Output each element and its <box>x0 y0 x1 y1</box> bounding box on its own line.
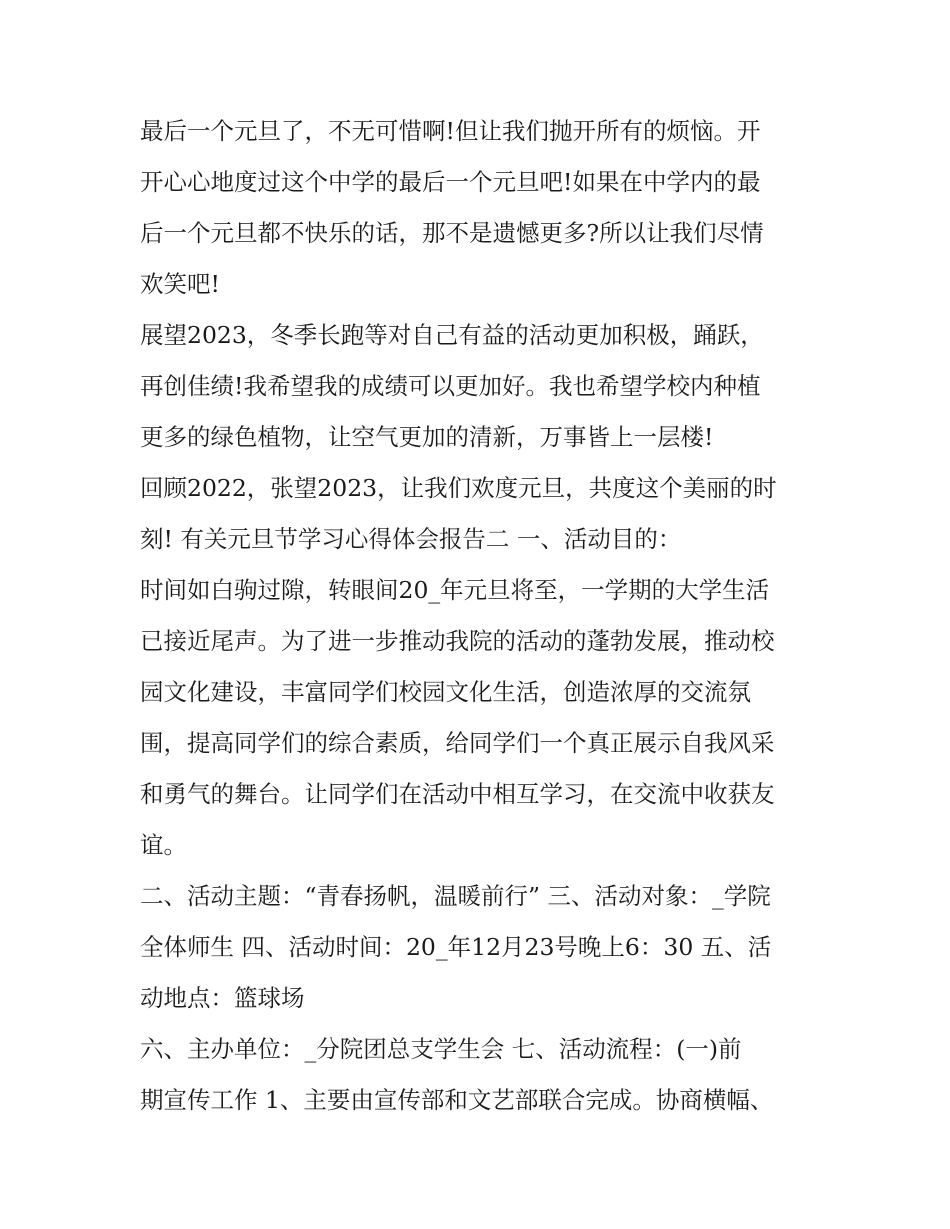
text-line: 全体师生 四、活动时间：20_年12月23号晚上6：30 五、活 <box>140 933 772 961</box>
text-line: 和勇气的舞台。让同学们在活动中相互学习，在交流中收获友 <box>140 780 775 808</box>
text-line: 回顾2022，张望2023，让我们欢度元旦，共度这个美丽的时 <box>140 474 777 502</box>
text-line: 园文化建设，丰富同学们校园文化生活，创造浓厚的交流氛 <box>140 678 751 706</box>
text-line: 开心心地度过这个中学的最后一个元旦吧!如果在中学内的最 <box>140 168 761 196</box>
text-line: 已接近尾声。为了进一步推动我院的活动的蓬勃发展，推动校 <box>140 627 775 655</box>
text-line: 后一个元旦都不快乐的话，那不是遗憾更多?所以让我们尽情 <box>140 219 764 247</box>
document-body <box>140 106 830 1126</box>
text-line: 期宣传工作 1、主要由宣传部和文艺部联合完成。协商横幅、 <box>140 1086 774 1114</box>
text-line: 围，提高同学们的综合素质，给同学们一个真正展示自我风采 <box>140 729 775 757</box>
text-line: 欢笑吧! <box>140 270 220 298</box>
text-line: 展望2023，冬季长跑等对自己有益的活动更加积极，踊跃， <box>140 321 764 349</box>
text-line: 再创佳绩!我希望我的成绩可以更加好。我也希望学校内种植 <box>140 372 761 400</box>
text-line: 最后一个元旦了，不无可惜啊!但让我们抛开所有的烦恼。开 <box>140 117 761 145</box>
text-line: 动地点：篮球场 <box>140 984 305 1012</box>
text-line: 刻! 有关元旦节学习心得体会报告二 一、活动目的： <box>140 525 682 553</box>
text-line: 谊。 <box>140 831 187 859</box>
text-line: 六、主办单位：_分院团总支学生会 七、活动流程：(一)前 <box>140 1035 742 1063</box>
text-line: 更多的绿色植物，让空气更加的清新，万事皆上一层楼! <box>140 423 714 451</box>
text-line: 时间如白驹过隙，转眼间20_年元旦将至，一学期的大学生活 <box>140 576 770 604</box>
text-line: 二、活动主题：“青春扬帆，温暖前行” 三、活动对象：_学院 <box>140 882 771 910</box>
